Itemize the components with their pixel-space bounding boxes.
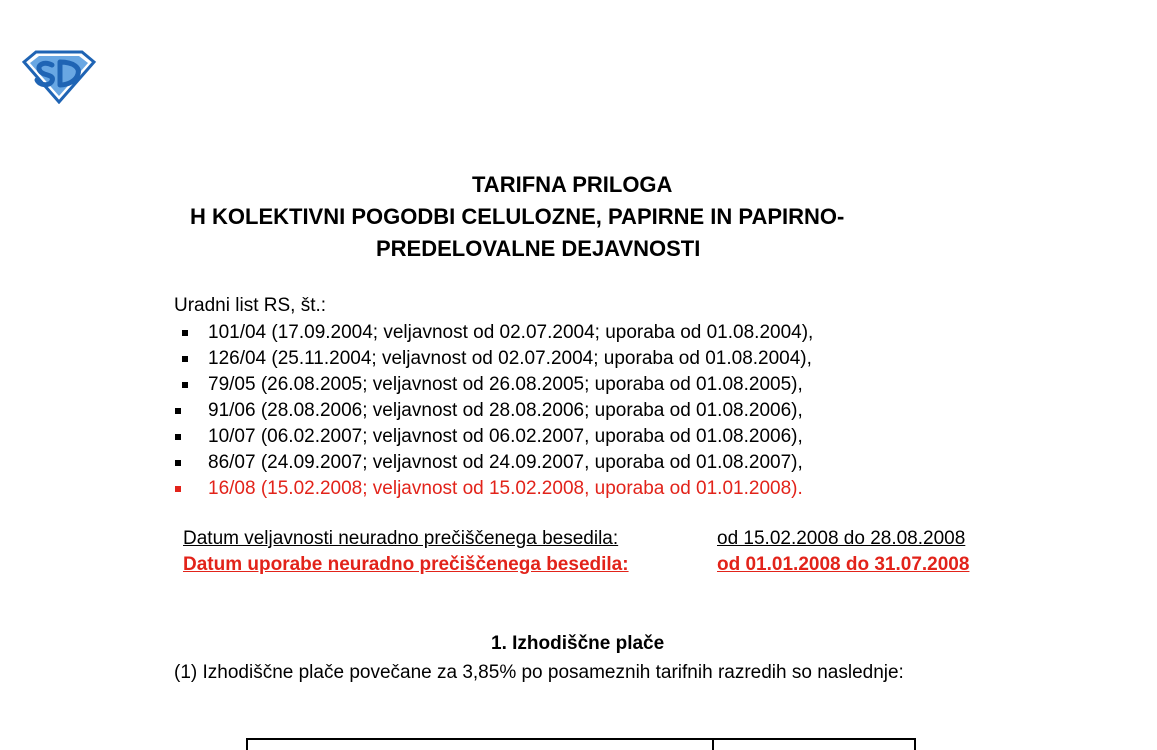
- bullet-icon: [182, 382, 188, 388]
- application-date-label: Datum uporabe neuradno prečiščenega besedila:: [183, 554, 629, 575]
- gazette-entry-text: 16/08 (15.02.2008; veljavnost od 15.02.2008, uporaba od 01.01.2008).: [208, 478, 803, 499]
- gazette-entry-text: 91/06 (28.08.2006; veljavnost od 28.08.2006; uporaba od 01.08.2006),: [208, 400, 803, 421]
- table-column-divider: [712, 740, 714, 750]
- bullet-icon: [175, 460, 181, 466]
- validity-date-label: Datum veljavnosti neuradno prečiščenega besedila:: [183, 528, 619, 549]
- bullet-icon: [175, 408, 181, 414]
- bullet-icon: [175, 486, 181, 492]
- bullet-icon: [175, 434, 181, 440]
- section-title: 1. Izhodiščne plače: [491, 633, 665, 654]
- bullet-icon: [182, 356, 188, 362]
- gazette-entry-text: 86/07 (24.09.2007; veljavnost od 24.09.2007, uporaba od 01.08.2007),: [208, 452, 803, 473]
- gazette-entry-text: 79/05 (26.08.2005; veljavnost od 26.08.2005; uporaba od 01.08.2005),: [208, 374, 803, 395]
- application-date-value: od 01.01.2008 do 31.07.2008: [717, 554, 970, 575]
- bullet-icon: [182, 330, 188, 336]
- document-title-line-3: PREDELOVALNE DEJAVNOSTI: [376, 236, 701, 261]
- gazette-label: Uradni list RS, št.:: [174, 295, 327, 316]
- validity-date-value: od 15.02.2008 do 28.08.2008: [717, 528, 966, 549]
- document-title-line-1: TARIFNA PRILOGA: [472, 172, 673, 197]
- section-paragraph: (1) Izhodiščne plače povečane za 3,85% po posameznih tarifnih razredih so naslednje:: [174, 662, 904, 683]
- salary-table: [246, 738, 916, 750]
- document-title-line-2: H KOLEKTIVNI POGODBI CELULOZNE, PAPIRNE IN PAPIRNO-: [190, 204, 845, 229]
- sd-logo: [22, 50, 96, 104]
- gazette-entry-text: 126/04 (25.11.2004; veljavnost od 02.07.2004; uporaba od 01.08.2004),: [208, 348, 812, 369]
- gazette-entry-text: 10/07 (06.02.2007; veljavnost od 06.02.2007, uporaba od 01.08.2006),: [208, 426, 803, 447]
- gazette-entry-text: 101/04 (17.09.2004; veljavnost od 02.07.2004; uporaba od 01.08.2004),: [208, 322, 814, 343]
